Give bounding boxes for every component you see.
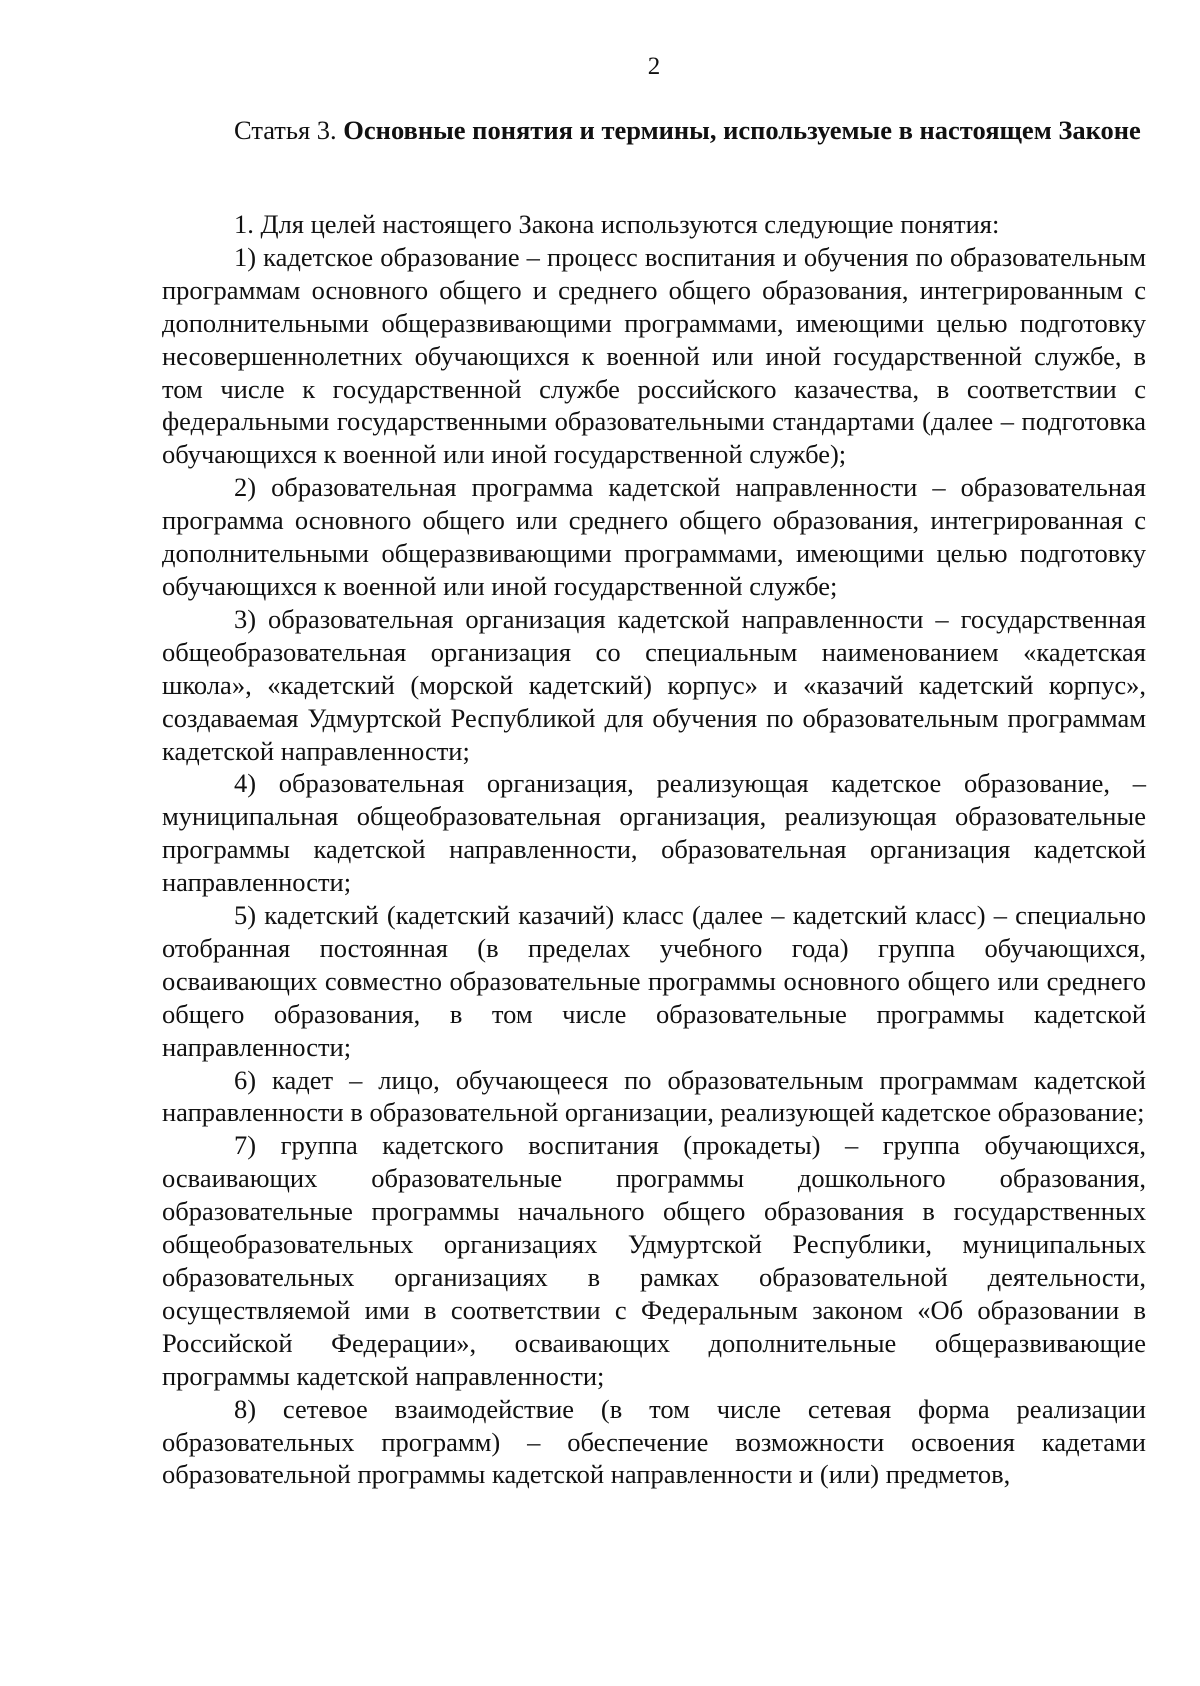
article-prefix: Статья 3. xyxy=(234,115,337,145)
definition-item-8: 8) сетевое взаимодействие (в том числе сетевая форма реализации образовательных программ) – обеспечение возможности освоения кадетами образовательной программы кадетской направленности и (или) предметов, xyxy=(162,1393,1146,1490)
article-heading xyxy=(162,114,1146,147)
page-number: 2 xyxy=(647,53,661,80)
document-page xyxy=(162,0,1146,1686)
definition-item-2: 2) образовательная программа кадетской направленности – образовательная программа основного общего или среднего общего образования, интегрированная с дополнительными общеразвивающими программами, имеющими целью подготовку обучающихся к военной или иной государственной службе; xyxy=(162,472,1146,601)
definition-item-3: 3) образовательная организация кадетской направленности – государственная общеобразовательная организация со специальным наименованием «кадетская школа», «кадетский (морской кадетский) корпус» и «казачий кадетский корпус», создаваемая Удмуртской Республикой для обучения по образовательным программам кадетской направленности; xyxy=(162,603,1146,766)
article-title: Основные понятия и термины, используемые в настоящем Законе xyxy=(343,115,1141,145)
definition-item-1: 1) кадетское образование – процесс воспитания и обучения по образовательным программам основного общего и среднего общего образования, интегрированным с дополнительными общеразвивающими программами, имеющими целью подготовку несовершеннолетних обучающихся к военной или иной государственной службе, в том числе к государственной службе российского казачества, в соответствии с федеральными государственными образовательными стандартами (далее – подготовка обучающихся к военной или иной государственной службе); xyxy=(162,241,1146,470)
definition-item-4: 4) образовательная организация, реализующая кадетское образование, – муниципальная общеобразовательная организация, реализующая образовательные программы кадетской направленности, образовательная организация кадетской направленности; xyxy=(162,768,1146,898)
definition-item-5: 5) кадетский (кадетский казачий) класс (далее – кадетский класс) – специально отобранная постоянная (в пределах учебного года) группа обучающихся, осваивающих совместно образовательные программы основного общего или среднего общего образования, в том числе образовательные программы кадетской направленности; xyxy=(162,900,1146,1062)
definition-item-7: 7) группа кадетского воспитания (прокадеты) – группа обучающихся, осваивающих образовательные программы дошкольного образования, образовательные программы начального общего образования в государственных общеобразовательных организациях Удмуртской Республики, муниципальных образовательных организациях в рамках образовательной деятельности, осуществляемой ими в соответствии с Федеральным законом «Об образовании в Российской Федерации», осваивающих дополнительные общеразвивающие программы кадетской направленности; xyxy=(162,1130,1146,1391)
article-body xyxy=(162,208,1146,1491)
definition-item-6: 6) кадет – лицо, обучающееся по образовательным программам кадетской направленности в образовательной организации, реализующей кадетское образование; xyxy=(162,1064,1146,1128)
paragraph-intro: 1. Для целей настоящего Закона используются следующие понятия: xyxy=(234,209,1000,239)
